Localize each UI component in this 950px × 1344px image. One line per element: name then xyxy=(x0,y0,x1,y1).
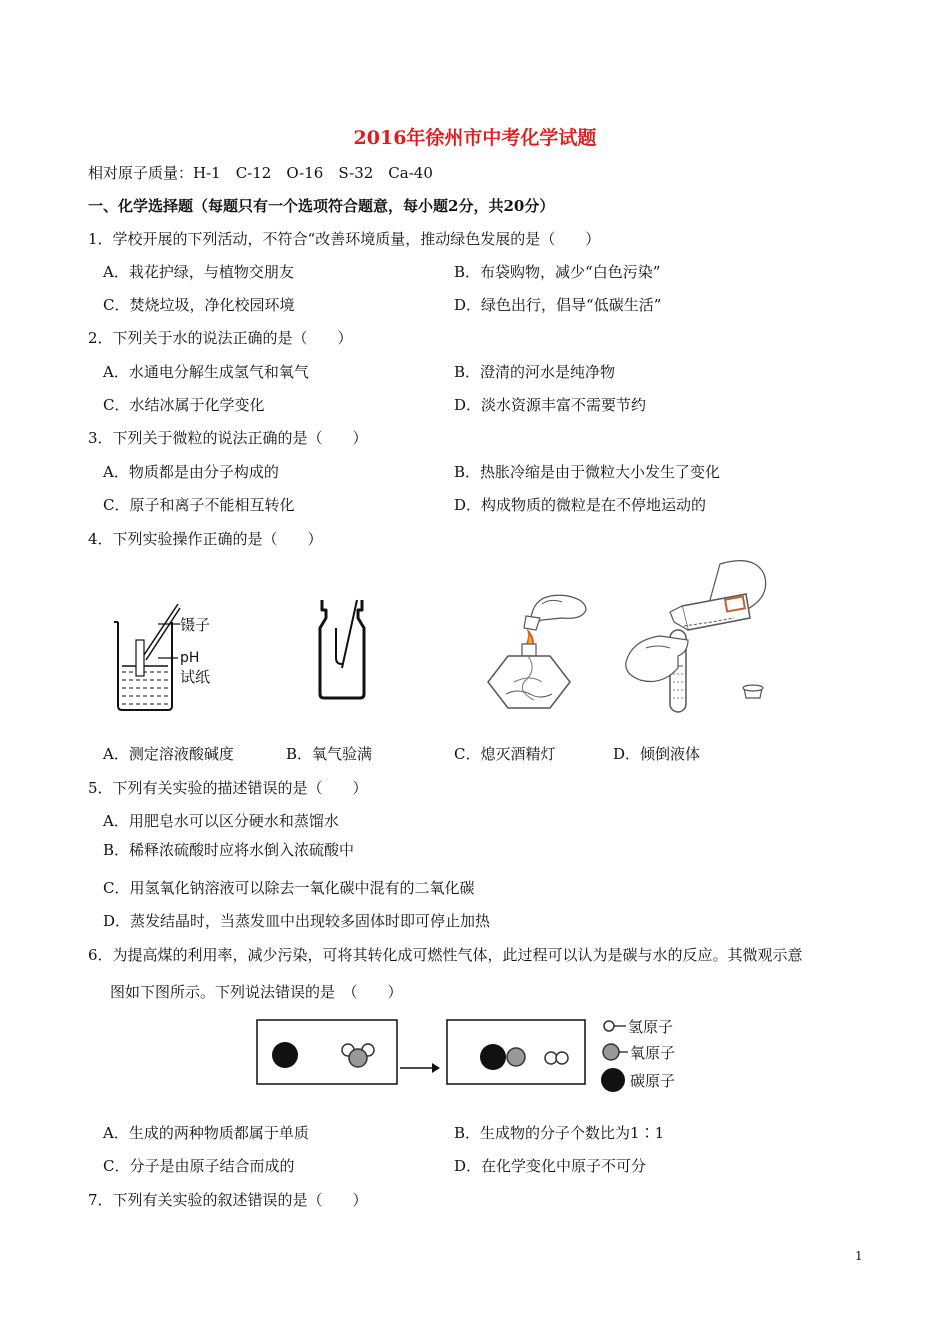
q4-option-c: C．熄灭酒精灯 xyxy=(454,745,556,763)
atomic-masses: 相对原子质量：H-1 C-12 O-16 S-32 Ca-40 xyxy=(88,164,433,182)
q6-stem-line2: 图如下图所示。下列说法错误的是 （ ） xyxy=(110,983,403,1001)
q3-stem: 3．下列关于微粒的说法正确的是（ ） xyxy=(88,429,368,447)
q6-option-c: C．分子是由原子结合而成的 xyxy=(103,1157,295,1175)
legend-oxygen: 氧原子 xyxy=(630,1044,676,1062)
q2-option-a: A．水通电分解生成氢气和氧气 xyxy=(103,363,309,381)
section-heading: 一、化学选择题（每题只有一个选项符合题意，每小题2分，共20分） xyxy=(88,197,555,215)
page-title: 2016年徐州市中考化学试题 xyxy=(353,127,597,149)
q1-option-d: D．绿色出行，倡导“低碳生活” xyxy=(454,296,662,314)
q1-stem: 1．学校开展的下列活动，不符合“改善环境质量，推动绿色发展的是（ ） xyxy=(88,230,601,248)
q6-option-a: A．生成的两种物质都属于单质 xyxy=(103,1124,309,1142)
ph-test-figure xyxy=(110,600,220,715)
oxygen-legend-symbol xyxy=(603,1044,619,1060)
q5-option-a: A．用肥皂水可以区分硬水和蒸馏水 xyxy=(103,812,339,830)
q3-option-d: D．构成物质的微粒是在不停地运动的 xyxy=(454,496,707,514)
q5-stem: 5．下列有关实验的描述错误的是（ ） xyxy=(88,779,368,797)
co-molecule xyxy=(480,1044,506,1070)
page-number: 1 xyxy=(855,1249,863,1263)
label-test-paper: 试纸 xyxy=(180,668,211,686)
q7-stem: 7．下列有关实验的叙述错误的是（ ） xyxy=(88,1191,368,1209)
q3-option-c: C．原子和离子不能相互转化 xyxy=(103,496,295,514)
pouring-liquid-figure xyxy=(622,556,772,721)
q1-option-a: A．栽花护绿，与植物交朋友 xyxy=(103,263,294,281)
label-tweezers: 镊子 xyxy=(180,616,211,634)
q6-option-b: B．生成物的分子个数比为1∶1 xyxy=(454,1124,665,1142)
water-molecule xyxy=(349,1049,367,1067)
q4-option-d: D．倾倒液体 xyxy=(613,745,701,763)
q3-option-a: A．物质都是由分子构成的 xyxy=(103,463,279,481)
hydrogen-legend-symbol xyxy=(604,1021,614,1031)
q1-option-c: C．焚烧垃圾，净化校园环境 xyxy=(103,296,295,314)
reaction-microscopic-diagram xyxy=(256,1015,706,1090)
q4-option-a: A．测定溶液酸碱度 xyxy=(103,745,234,763)
oxygen-bottle-figure xyxy=(312,598,372,703)
q4-stem: 4．下列实验操作正确的是（ ） xyxy=(88,530,323,548)
q6-option-d: D．在化学变化中原子不可分 xyxy=(454,1157,647,1175)
legend-hydrogen: 氢原子 xyxy=(628,1018,674,1036)
q5-option-d: D．蒸发结晶时，当蒸发皿中出现较多固体时即可停止加热 xyxy=(103,912,491,930)
q2-option-b: B．澄清的河水是纯净物 xyxy=(454,363,616,381)
q2-stem: 2．下列关于水的说法正确的是（ ） xyxy=(88,329,353,347)
carbon-atom xyxy=(272,1042,298,1068)
carbon-legend-symbol xyxy=(601,1068,625,1092)
alcohol-lamp-figure xyxy=(478,590,598,715)
q2-option-d: D．淡水资源丰富不需要节约 xyxy=(454,396,647,414)
q5-option-c: C．用氢氧化钠溶液可以除去一氧化碳中混有的二氧化碳 xyxy=(103,879,475,897)
legend-carbon: 碳原子 xyxy=(630,1072,676,1090)
q4-option-b: B．氧气验满 xyxy=(286,745,373,763)
q2-option-c: C．水结冰属于化学变化 xyxy=(103,396,265,414)
q1-option-b: B．布袋购物，减少“白色污染” xyxy=(454,263,661,281)
q5-option-b: B．稀释浓硫酸时应将水倒入浓硫酸中 xyxy=(103,841,355,859)
label-ph: pH xyxy=(180,650,200,666)
q3-option-b: B．热胀冷缩是由于微粒大小发生了变化 xyxy=(454,463,721,481)
q6-stem-line1: 6．为提高煤的利用率，减少污染，可将其转化成可燃性气体，此过程可以认为是碳与水的反应。其微观示意 xyxy=(88,946,803,964)
h2-molecule xyxy=(545,1052,557,1064)
